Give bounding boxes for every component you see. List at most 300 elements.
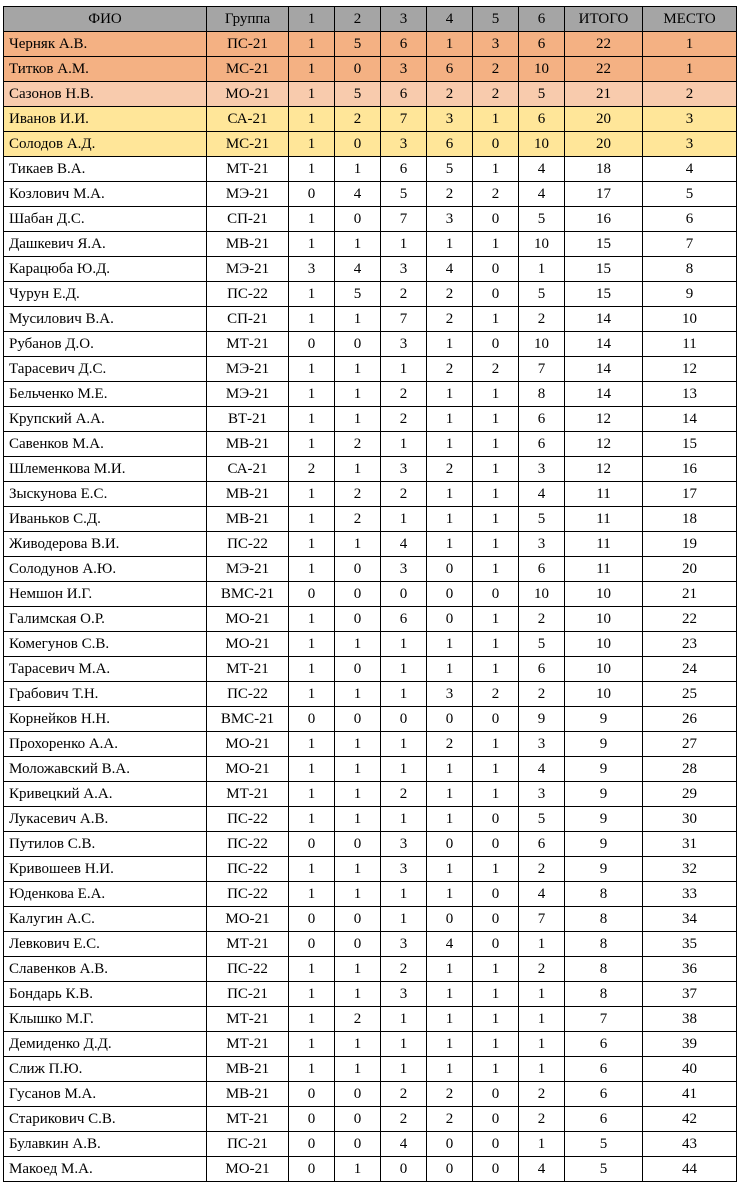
place-cell: 35 [643, 932, 737, 957]
score-cell-6: 6 [519, 557, 565, 582]
score-cell-2: 1 [335, 882, 381, 907]
score-cell-4: 2 [427, 1082, 473, 1107]
score-cell-2: 1 [335, 457, 381, 482]
score-cell-6: 4 [519, 1157, 565, 1182]
score-cell-1: 1 [289, 657, 335, 682]
score-cell-2: 5 [335, 82, 381, 107]
place-cell: 30 [643, 807, 737, 832]
group-cell: ПС-22 [207, 957, 289, 982]
score-cell-5: 2 [473, 82, 519, 107]
place-cell: 29 [643, 782, 737, 807]
total-cell: 9 [565, 757, 643, 782]
score-cell-3: 3 [381, 982, 427, 1007]
group-cell: МТ-21 [207, 1032, 289, 1057]
place-cell: 19 [643, 532, 737, 557]
score-cell-3: 1 [381, 357, 427, 382]
score-cell-4: 2 [427, 357, 473, 382]
score-cell-1: 1 [289, 357, 335, 382]
score-cell-4: 1 [427, 1007, 473, 1032]
score-cell-5: 1 [473, 732, 519, 757]
score-cell-4: 5 [427, 157, 473, 182]
score-cell-4: 2 [427, 307, 473, 332]
group-cell: МО-21 [207, 607, 289, 632]
score-cell-1: 1 [289, 207, 335, 232]
name-cell: Гусанов М.А. [4, 1082, 207, 1107]
score-cell-3: 6 [381, 607, 427, 632]
group-cell: ПС-21 [207, 32, 289, 57]
score-cell-1: 1 [289, 1007, 335, 1032]
group-cell: МВ-21 [207, 1057, 289, 1082]
place-cell: 7 [643, 232, 737, 257]
place-cell: 3 [643, 107, 737, 132]
score-cell-2: 2 [335, 1007, 381, 1032]
name-cell: Калугин А.С. [4, 907, 207, 932]
score-cell-4: 0 [427, 607, 473, 632]
group-cell: МВ-21 [207, 1082, 289, 1107]
group-cell: МО-21 [207, 1157, 289, 1182]
score-cell-6: 5 [519, 282, 565, 307]
group-cell: ВМС-21 [207, 582, 289, 607]
score-cell-1: 1 [289, 957, 335, 982]
score-cell-5: 0 [473, 807, 519, 832]
score-cell-6: 2 [519, 307, 565, 332]
name-cell: Кривошеев Н.И. [4, 857, 207, 882]
group-cell: МС-21 [207, 57, 289, 82]
place-cell: 25 [643, 682, 737, 707]
score-cell-5: 1 [473, 157, 519, 182]
name-cell: Грабович Т.Н. [4, 682, 207, 707]
table-row [4, 832, 737, 857]
total-cell: 7 [565, 1007, 643, 1032]
place-cell: 37 [643, 982, 737, 1007]
score-cell-4: 1 [427, 532, 473, 557]
score-cell-1: 1 [289, 82, 335, 107]
score-cell-5: 1 [473, 657, 519, 682]
score-cell-3: 3 [381, 832, 427, 857]
score-cell-3: 0 [381, 707, 427, 732]
group-cell: МО-21 [207, 732, 289, 757]
table-row [4, 1057, 737, 1082]
table-row [4, 507, 737, 532]
score-cell-5: 1 [473, 532, 519, 557]
score-cell-2: 2 [335, 432, 381, 457]
score-cell-6: 2 [519, 1107, 565, 1132]
score-cell-1: 1 [289, 507, 335, 532]
score-cell-6: 6 [519, 407, 565, 432]
score-cell-5: 0 [473, 1082, 519, 1107]
score-cell-4: 1 [427, 632, 473, 657]
header-total: ИТОГО [565, 7, 643, 32]
score-cell-6: 10 [519, 232, 565, 257]
score-cell-1: 2 [289, 457, 335, 482]
place-cell: 15 [643, 432, 737, 457]
score-cell-2: 1 [335, 682, 381, 707]
place-cell: 6 [643, 207, 737, 232]
score-cell-1: 1 [289, 1057, 335, 1082]
score-cell-5: 0 [473, 907, 519, 932]
total-cell: 8 [565, 932, 643, 957]
score-cell-3: 3 [381, 457, 427, 482]
total-cell: 14 [565, 332, 643, 357]
score-cell-6: 6 [519, 32, 565, 57]
score-cell-4: 1 [427, 982, 473, 1007]
score-cell-6: 1 [519, 1132, 565, 1157]
score-cell-2: 0 [335, 582, 381, 607]
score-cell-5: 0 [473, 582, 519, 607]
name-cell: Крупский А.А. [4, 407, 207, 432]
table-row [4, 532, 737, 557]
score-cell-4: 1 [427, 407, 473, 432]
name-cell: Прохоренко А.А. [4, 732, 207, 757]
group-cell: МО-21 [207, 757, 289, 782]
score-cell-2: 1 [335, 782, 381, 807]
score-cell-1: 0 [289, 832, 335, 857]
score-cell-5: 0 [473, 257, 519, 282]
score-cell-6: 10 [519, 57, 565, 82]
score-cell-4: 1 [427, 657, 473, 682]
total-cell: 20 [565, 132, 643, 157]
table-row [4, 707, 737, 732]
place-cell: 10 [643, 307, 737, 332]
place-cell: 38 [643, 1007, 737, 1032]
score-cell-2: 0 [335, 1082, 381, 1107]
total-cell: 22 [565, 32, 643, 57]
score-cell-6: 4 [519, 157, 565, 182]
name-cell: Юденкова Е.А. [4, 882, 207, 907]
score-cell-3: 3 [381, 932, 427, 957]
place-cell: 11 [643, 332, 737, 357]
score-cell-6: 10 [519, 332, 565, 357]
place-cell: 13 [643, 382, 737, 407]
score-cell-2: 0 [335, 57, 381, 82]
score-cell-3: 6 [381, 82, 427, 107]
header-task-3: 3 [381, 7, 427, 32]
place-cell: 36 [643, 957, 737, 982]
place-cell: 42 [643, 1107, 737, 1132]
table-row [4, 207, 737, 232]
total-cell: 5 [565, 1132, 643, 1157]
header-task-1: 1 [289, 7, 335, 32]
score-cell-5: 1 [473, 1007, 519, 1032]
score-cell-5: 0 [473, 1157, 519, 1182]
score-cell-1: 3 [289, 257, 335, 282]
total-cell: 11 [565, 557, 643, 582]
table-row [4, 332, 737, 357]
score-cell-2: 1 [335, 807, 381, 832]
score-cell-2: 0 [335, 907, 381, 932]
total-cell: 10 [565, 682, 643, 707]
place-cell: 24 [643, 657, 737, 682]
score-cell-3: 1 [381, 657, 427, 682]
table-row [4, 732, 737, 757]
score-cell-2: 0 [335, 1107, 381, 1132]
table-row [4, 1082, 737, 1107]
name-cell: Мусилович В.А. [4, 307, 207, 332]
table-row [4, 557, 737, 582]
score-cell-5: 1 [473, 632, 519, 657]
score-cell-1: 1 [289, 757, 335, 782]
table-row [4, 907, 737, 932]
score-cell-2: 0 [335, 832, 381, 857]
score-cell-1: 0 [289, 1157, 335, 1182]
group-cell: МТ-21 [207, 1007, 289, 1032]
table-row [4, 382, 737, 407]
header-place: МЕСТО [643, 7, 737, 32]
score-cell-6: 1 [519, 1032, 565, 1057]
score-cell-3: 1 [381, 432, 427, 457]
total-cell: 15 [565, 257, 643, 282]
score-cell-2: 0 [335, 1132, 381, 1157]
group-cell: МТ-21 [207, 157, 289, 182]
name-cell: Бельченко М.Е. [4, 382, 207, 407]
score-cell-2: 1 [335, 157, 381, 182]
table-row [4, 1157, 737, 1182]
score-cell-2: 4 [335, 182, 381, 207]
table-row [4, 307, 737, 332]
score-cell-3: 1 [381, 1057, 427, 1082]
total-cell: 9 [565, 732, 643, 757]
score-cell-5: 0 [473, 932, 519, 957]
score-cell-1: 0 [289, 1107, 335, 1132]
score-cell-6: 2 [519, 857, 565, 882]
table-row [4, 882, 737, 907]
table-row [4, 982, 737, 1007]
table-row [4, 132, 737, 157]
score-cell-6: 4 [519, 182, 565, 207]
score-cell-2: 1 [335, 732, 381, 757]
table-row [4, 32, 737, 57]
group-cell: МТ-21 [207, 1107, 289, 1132]
total-cell: 21 [565, 82, 643, 107]
group-cell: МТ-21 [207, 782, 289, 807]
score-cell-3: 1 [381, 1032, 427, 1057]
name-cell: Иваньков С.Д. [4, 507, 207, 532]
header-task-4: 4 [427, 7, 473, 32]
group-cell: ВТ-21 [207, 407, 289, 432]
score-cell-2: 1 [335, 407, 381, 432]
score-cell-2: 0 [335, 207, 381, 232]
score-cell-6: 5 [519, 507, 565, 532]
score-cell-2: 0 [335, 932, 381, 957]
name-cell: Галимская О.Р. [4, 607, 207, 632]
total-cell: 15 [565, 232, 643, 257]
score-cell-1: 1 [289, 782, 335, 807]
name-cell: Комегунов С.В. [4, 632, 207, 657]
score-cell-6: 2 [519, 682, 565, 707]
total-cell: 10 [565, 657, 643, 682]
score-cell-5: 1 [473, 507, 519, 532]
score-cell-4: 1 [427, 882, 473, 907]
score-cell-2: 1 [335, 957, 381, 982]
table-row [4, 607, 737, 632]
total-cell: 6 [565, 1107, 643, 1132]
score-cell-1: 1 [289, 682, 335, 707]
name-cell: Солодов А.Д. [4, 132, 207, 157]
total-cell: 11 [565, 507, 643, 532]
total-cell: 9 [565, 782, 643, 807]
group-cell: ВМС-21 [207, 707, 289, 732]
table-row [4, 82, 737, 107]
score-cell-3: 3 [381, 332, 427, 357]
score-cell-4: 3 [427, 207, 473, 232]
name-cell: Демиденко Д.Д. [4, 1032, 207, 1057]
group-cell: ПС-21 [207, 1132, 289, 1157]
header-name: ФИО [4, 7, 207, 32]
table-row [4, 232, 737, 257]
score-cell-3: 6 [381, 157, 427, 182]
group-cell: МВ-21 [207, 507, 289, 532]
score-cell-4: 0 [427, 907, 473, 932]
score-cell-1: 0 [289, 1082, 335, 1107]
score-cell-3: 3 [381, 132, 427, 157]
score-cell-3: 4 [381, 1132, 427, 1157]
name-cell: Клышко М.Г. [4, 1007, 207, 1032]
score-cell-6: 3 [519, 782, 565, 807]
score-cell-3: 7 [381, 107, 427, 132]
name-cell: Левкович Е.С. [4, 932, 207, 957]
score-cell-5: 1 [473, 432, 519, 457]
table-row [4, 757, 737, 782]
name-cell: Кривецкий А.А. [4, 782, 207, 807]
score-cell-3: 1 [381, 732, 427, 757]
name-cell: Старикович С.В. [4, 1107, 207, 1132]
score-cell-5: 1 [473, 607, 519, 632]
score-cell-1: 1 [289, 532, 335, 557]
score-cell-5: 2 [473, 682, 519, 707]
score-cell-4: 6 [427, 132, 473, 157]
place-cell: 4 [643, 157, 737, 182]
score-cell-3: 1 [381, 232, 427, 257]
score-cell-3: 2 [381, 957, 427, 982]
score-cell-3: 5 [381, 182, 427, 207]
group-cell: ПС-21 [207, 982, 289, 1007]
score-cell-1: 1 [289, 32, 335, 57]
score-cell-2: 0 [335, 132, 381, 157]
score-cell-4: 1 [427, 382, 473, 407]
name-cell: Корнейков Н.Н. [4, 707, 207, 732]
score-cell-3: 2 [381, 382, 427, 407]
score-cell-4: 2 [427, 1107, 473, 1132]
score-cell-3: 7 [381, 307, 427, 332]
score-cell-5: 1 [473, 957, 519, 982]
score-cell-6: 4 [519, 482, 565, 507]
score-cell-3: 1 [381, 507, 427, 532]
group-cell: ПС-22 [207, 807, 289, 832]
score-cell-4: 1 [427, 482, 473, 507]
score-cell-6: 3 [519, 457, 565, 482]
score-cell-5: 1 [473, 107, 519, 132]
group-cell: ПС-22 [207, 532, 289, 557]
score-cell-3: 2 [381, 482, 427, 507]
score-cell-5: 2 [473, 357, 519, 382]
score-cell-6: 2 [519, 607, 565, 632]
name-cell: Сазонов Н.В. [4, 82, 207, 107]
score-cell-2: 1 [335, 532, 381, 557]
score-cell-1: 1 [289, 732, 335, 757]
total-cell: 5 [565, 1157, 643, 1182]
group-cell: СА-21 [207, 457, 289, 482]
score-cell-1: 1 [289, 807, 335, 832]
table-row [4, 632, 737, 657]
score-cell-1: 0 [289, 182, 335, 207]
score-cell-6: 7 [519, 907, 565, 932]
score-cell-2: 1 [335, 757, 381, 782]
score-cell-1: 1 [289, 107, 335, 132]
place-cell: 21 [643, 582, 737, 607]
table-row [4, 457, 737, 482]
place-cell: 33 [643, 882, 737, 907]
score-cell-2: 1 [335, 307, 381, 332]
name-cell: Лукасевич А.В. [4, 807, 207, 832]
score-cell-2: 2 [335, 107, 381, 132]
place-cell: 26 [643, 707, 737, 732]
score-cell-6: 6 [519, 107, 565, 132]
table-row [4, 432, 737, 457]
group-cell: ПС-22 [207, 857, 289, 882]
score-cell-2: 0 [335, 707, 381, 732]
total-cell: 6 [565, 1082, 643, 1107]
score-cell-6: 6 [519, 832, 565, 857]
score-cell-4: 4 [427, 257, 473, 282]
score-cell-4: 2 [427, 182, 473, 207]
name-cell: Слиж П.Ю. [4, 1057, 207, 1082]
score-cell-4: 3 [427, 107, 473, 132]
group-cell: МЭ-21 [207, 257, 289, 282]
name-cell: Савенков М.А. [4, 432, 207, 457]
total-cell: 20 [565, 107, 643, 132]
score-cell-5: 1 [473, 757, 519, 782]
score-cell-3: 1 [381, 807, 427, 832]
score-cell-4: 3 [427, 682, 473, 707]
table-row [4, 932, 737, 957]
place-cell: 9 [643, 282, 737, 307]
total-cell: 9 [565, 857, 643, 882]
name-cell: Козлович М.А. [4, 182, 207, 207]
score-cell-1: 1 [289, 382, 335, 407]
score-cell-3: 3 [381, 557, 427, 582]
table-row [4, 807, 737, 832]
table-row [4, 582, 737, 607]
score-cell-2: 5 [335, 282, 381, 307]
name-cell: Тикаев В.А. [4, 157, 207, 182]
score-cell-6: 6 [519, 432, 565, 457]
score-cell-6: 3 [519, 732, 565, 757]
score-cell-3: 4 [381, 532, 427, 557]
table-row [4, 282, 737, 307]
score-cell-6: 10 [519, 132, 565, 157]
score-cell-1: 1 [289, 607, 335, 632]
score-cell-6: 5 [519, 82, 565, 107]
score-cell-2: 1 [335, 357, 381, 382]
group-cell: СП-21 [207, 307, 289, 332]
place-cell: 34 [643, 907, 737, 932]
total-cell: 14 [565, 382, 643, 407]
table-row [4, 407, 737, 432]
score-cell-3: 1 [381, 882, 427, 907]
table-row [4, 1132, 737, 1157]
name-cell: Чурун Е.Д. [4, 282, 207, 307]
name-cell: Моложавский В.А. [4, 757, 207, 782]
total-cell: 6 [565, 1032, 643, 1057]
total-cell: 11 [565, 482, 643, 507]
score-cell-5: 1 [473, 782, 519, 807]
group-cell: МВ-21 [207, 482, 289, 507]
table-row [4, 482, 737, 507]
total-cell: 8 [565, 982, 643, 1007]
score-cell-6: 1 [519, 932, 565, 957]
group-cell: МО-21 [207, 632, 289, 657]
score-cell-1: 0 [289, 332, 335, 357]
